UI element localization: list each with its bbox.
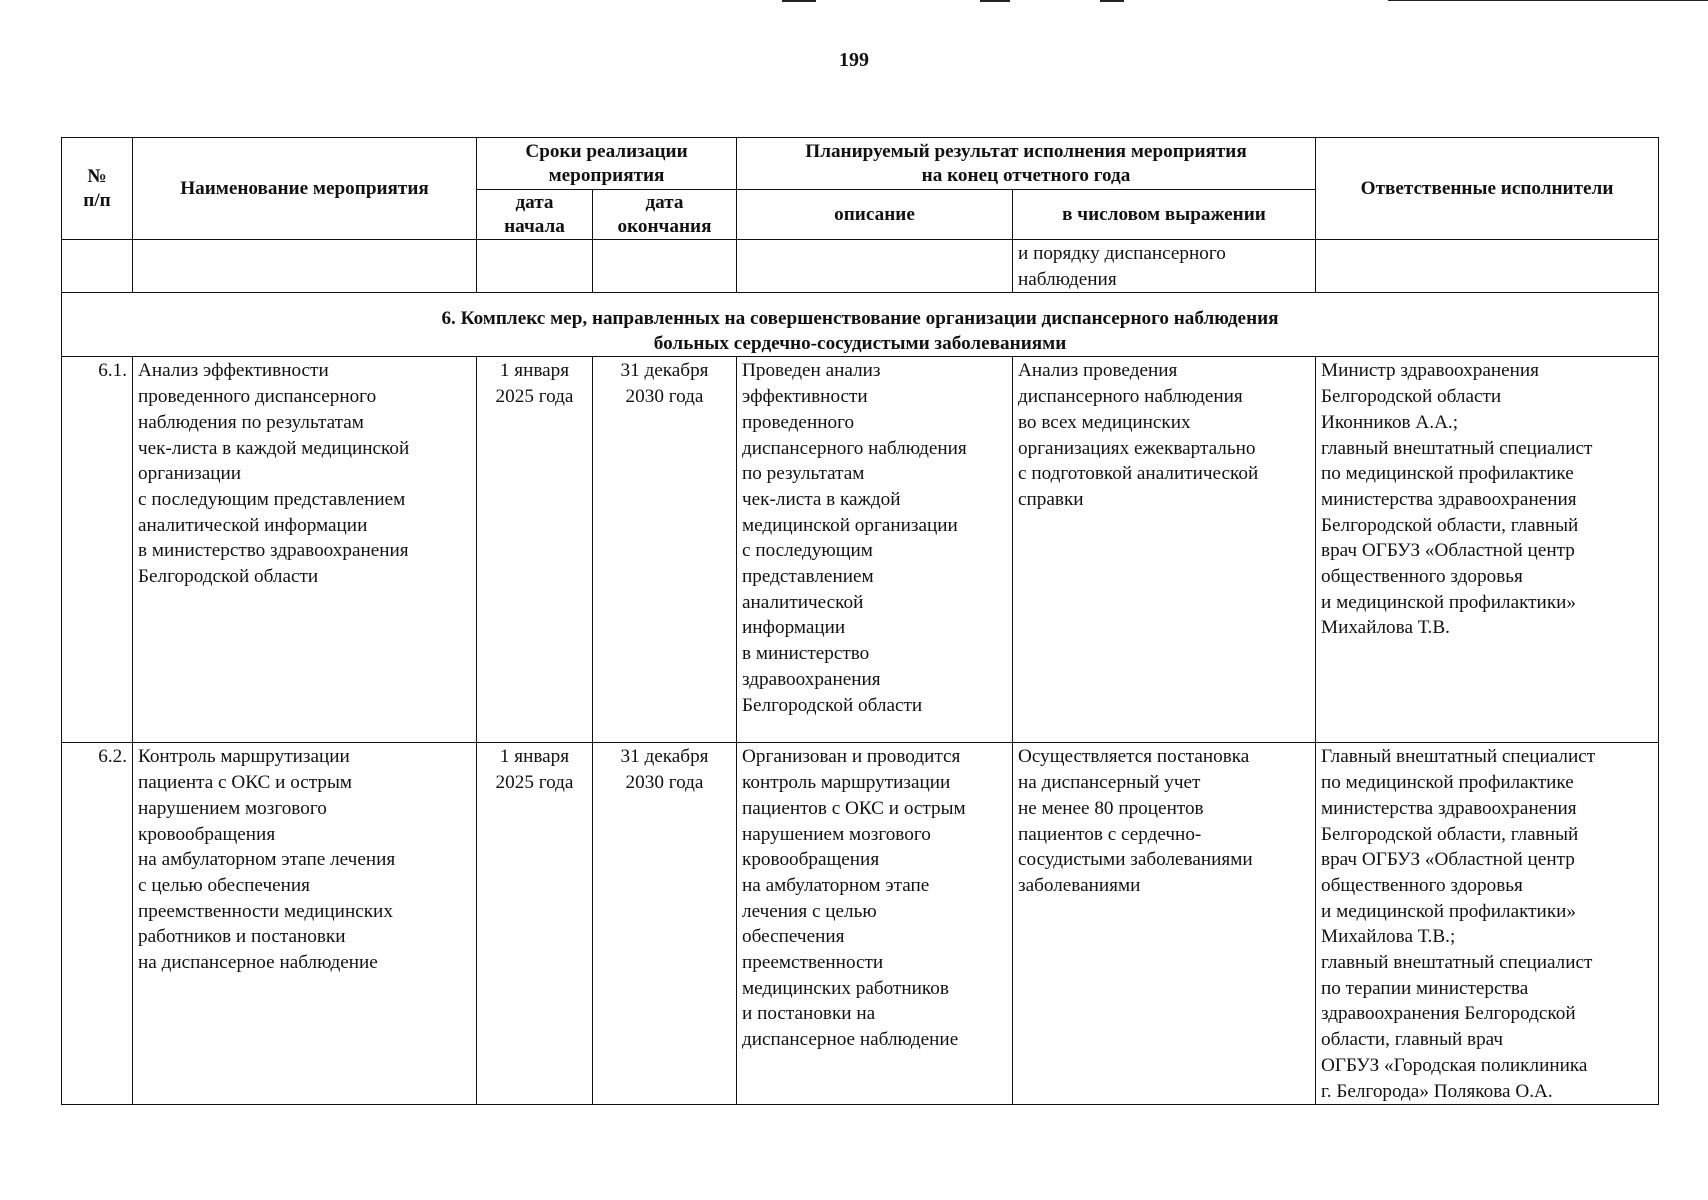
row-end: 31 декабря 2030 года bbox=[593, 357, 737, 743]
cont-responsible-cell bbox=[1316, 240, 1659, 293]
table-row bbox=[62, 357, 1659, 743]
row-num: 6.1. bbox=[62, 357, 133, 743]
row-start: 1 января 2025 года bbox=[477, 357, 593, 743]
table-row bbox=[62, 743, 1659, 1105]
row-end: 31 декабря 2030 года bbox=[593, 743, 737, 1105]
row-name: Анализ эффективности проведенного диспансерного наблюдения по результатам чек-листа в каждой медицинской организации с последующим представлением аналитической информации в министерство здравоохранения Белгородской области bbox=[133, 357, 477, 743]
header-terms: Сроки реализации мероприятия bbox=[477, 138, 737, 190]
row-name: Контроль маршрутизации пациента с ОКС и острым нарушением мозгового кровообращения на амбулаторном этапе лечения с целью обеспечения преемственности медицинских работников и постановки на диспансерное наблюдение bbox=[133, 743, 477, 1105]
header-result: Планируемый результат исполнения мероприятия на конец отчетного года bbox=[737, 138, 1316, 190]
cont-description-cell bbox=[737, 240, 1013, 293]
scan-artifact bbox=[782, 0, 816, 2]
cont-numeric-cell: и порядку диспансерного наблюдения bbox=[1013, 240, 1316, 293]
row-description: Организован и проводится контроль маршрутизации пациентов с ОКС и острым нарушением мозгового кровообращения на амбулаторном этапе лечения с целью обеспечения преемственности медицинских работников и постановки на диспансерное наблюдение bbox=[737, 743, 1013, 1105]
row-numeric: Анализ проведения диспансерного наблюдения во всех медицинских организациях ежеквартально с подготовкой аналитической справки bbox=[1013, 357, 1316, 743]
section-row bbox=[62, 293, 1659, 357]
scan-artifact bbox=[1388, 0, 1708, 1]
row-responsible: Министр здравоохранения Белгородской области Иконников А.А.; главный внештатный специалист по медицинской профилактике министерства здравоохранения Белгородской области, главный врач ОГБУЗ «Областной центр общественного здоровья и медицинской профилактики» Михайлова Т.В. bbox=[1316, 357, 1659, 743]
header-row-1 bbox=[62, 138, 1659, 190]
header-description: описание bbox=[737, 190, 1013, 240]
row-responsible: Главный внештатный специалист по медицинской профилактике министерства здравоохранения Белгородской области, главный врач ОГБУЗ «Областной центр общественного здоровья и медицинской профилактики» Михайлова Т.В.; главный внештатный специалист по терапии министерства здравоохранения Белгородской области, главный врач ОГБУЗ «Городская поликлиника г. Белгорода» Полякова О.А. bbox=[1316, 743, 1659, 1105]
row-start: 1 января 2025 года bbox=[477, 743, 593, 1105]
header-name: Наименование мероприятия bbox=[133, 138, 477, 240]
scan-artifact bbox=[1100, 0, 1124, 2]
header-end: дата окончания bbox=[593, 190, 737, 240]
row-numeric: Осуществляется постановка на диспансерный учет не менее 80 процентов пациентов с сердечно- сосудистыми заболеваниями заболеваниями bbox=[1013, 743, 1316, 1105]
page-number: 199 bbox=[839, 49, 869, 71]
continuation-row bbox=[62, 240, 1659, 293]
header-num: № п/п bbox=[62, 138, 133, 240]
cont-start-cell bbox=[477, 240, 593, 293]
header-numeric: в числовом выражении bbox=[1013, 190, 1316, 240]
cont-end-cell bbox=[593, 240, 737, 293]
header-responsible: Ответственные исполнители bbox=[1316, 138, 1659, 240]
cont-name-cell bbox=[133, 240, 477, 293]
row-description: Проведен анализ эффективности проведенного диспансерного наблюдения по результатам чек-листа в каждой медицинской организации с последующим представлением аналитической информации в министерство здравоохранения Белгородской области bbox=[737, 357, 1013, 743]
row-num: 6.2. bbox=[62, 743, 133, 1105]
scan-artifact bbox=[980, 0, 1010, 2]
cont-num-cell bbox=[62, 240, 133, 293]
header-start: дата начала bbox=[477, 190, 593, 240]
activities-table bbox=[61, 137, 1659, 1105]
section-title: 6. Комплекс мер, направленных на совершенствование организации диспансерного наблюдения больных сердечно-сосудистыми заболеваниями bbox=[62, 293, 1659, 357]
